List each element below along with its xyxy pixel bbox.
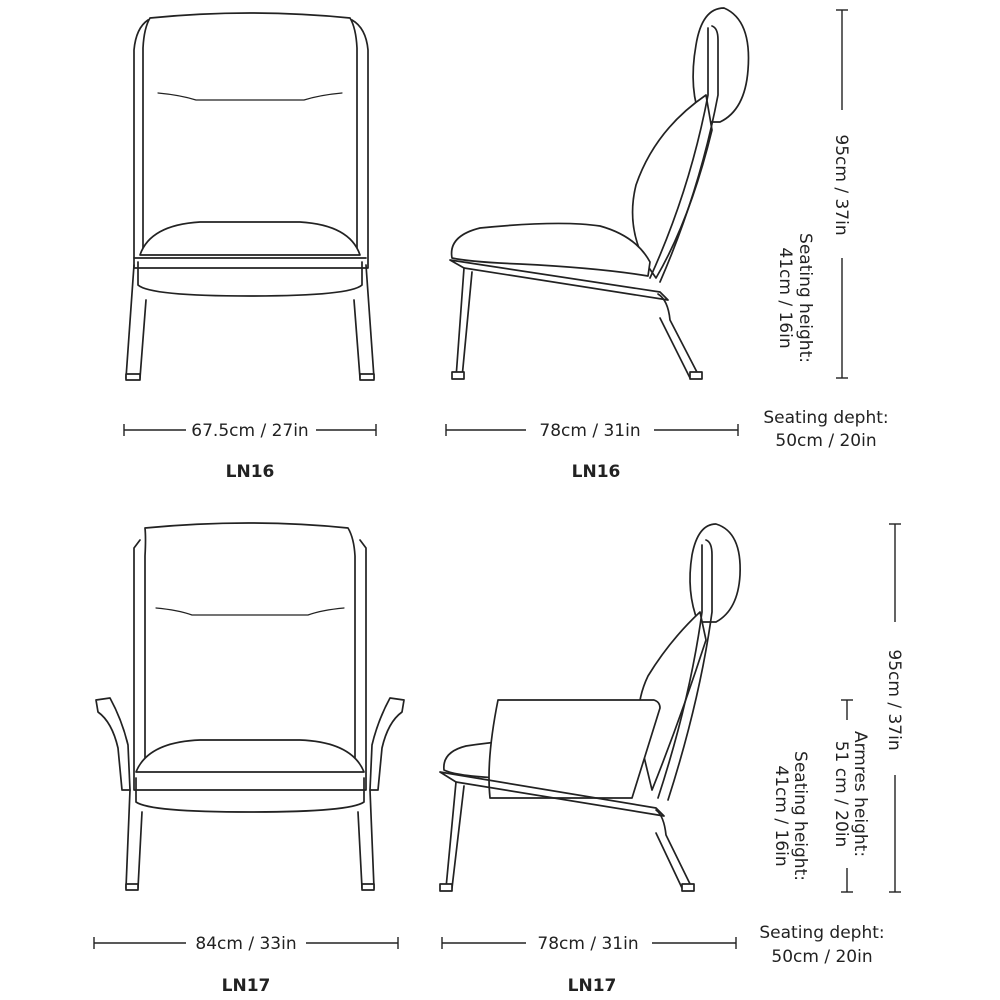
- ln17-seating-height-value: 41cm / 16in: [771, 765, 791, 867]
- ln16-seating-height-value: 41cm / 16in: [775, 247, 795, 349]
- ln16-front-width: 67.5cm / 27in: [191, 421, 309, 441]
- ln16-front-view: [126, 13, 374, 380]
- ln16-side-view: [450, 8, 749, 379]
- ln17-side-view: [440, 524, 740, 891]
- ln16-side-model-label: LN16: [571, 462, 621, 482]
- ln17-armrest-height-value: 51 cm / 20in: [831, 740, 851, 848]
- ln17-side-model-label: LN17: [567, 976, 617, 996]
- ln16-side-depth: 78cm / 31in: [539, 421, 641, 441]
- ln16-seating-height-label: Seating height:: [795, 233, 815, 363]
- ln17-front-view: [96, 523, 404, 890]
- ln17-height: 95cm / 37in: [884, 649, 904, 751]
- ln17-armrest-height-label: Armres height:: [850, 730, 870, 858]
- ln17-seating-depth-value: 50cm / 20in: [771, 947, 873, 967]
- ln17-side-depth: 78cm / 31in: [537, 934, 639, 954]
- ln16-seating-depth-value: 50cm / 20in: [775, 431, 877, 451]
- ln16-seating-depth-label: Seating depht:: [763, 408, 889, 428]
- ln17-front-model-label: LN17: [221, 976, 271, 996]
- ln16-front-model-label: LN16: [225, 462, 275, 482]
- ln17-seating-depth-label: Seating depht:: [759, 923, 885, 943]
- ln17-front-width: 84cm / 33in: [195, 934, 297, 954]
- ln17-seating-height-label: Seating height:: [790, 751, 810, 881]
- ln16-height: 95cm / 37in: [831, 134, 851, 236]
